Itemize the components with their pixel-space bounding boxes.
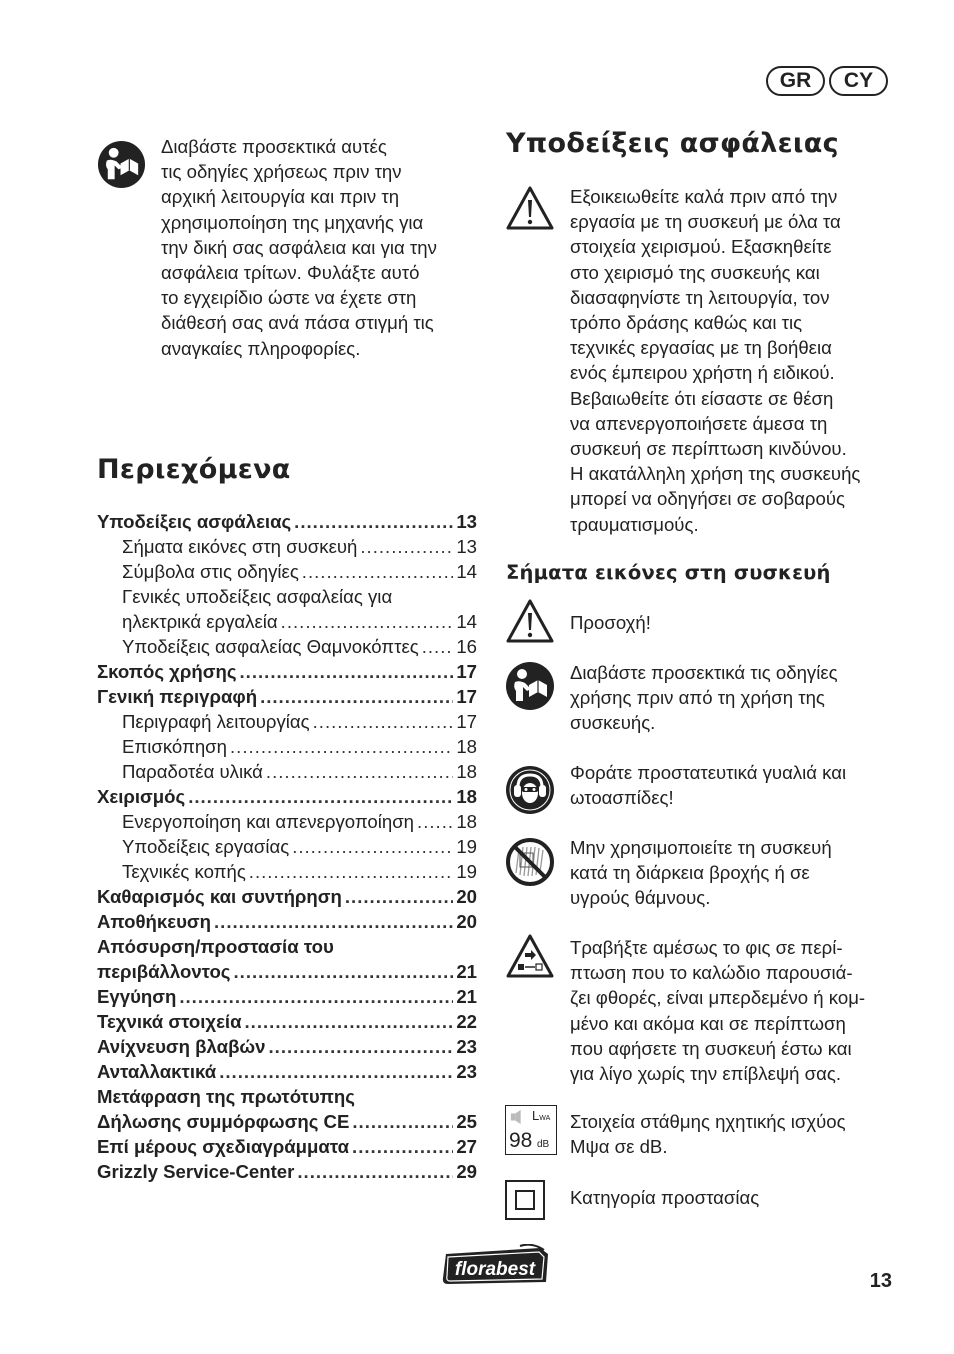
- toc-entry-page: 16: [456, 636, 477, 657]
- toc-leader-dots: [214, 909, 453, 934]
- toc-entry-page: 21: [456, 961, 477, 982]
- symbol-text-read-manual: Διαβάστε προσεκτικά τις οδηγίες χρήσης πριν από τη χρήση της συσκευής.: [570, 662, 838, 734]
- toc-entry-page: 19: [456, 861, 477, 882]
- toc-leader-dots: [268, 1034, 453, 1059]
- toc-leader-dots: [294, 509, 453, 534]
- toc-entry-title: περιβάλλοντος: [97, 961, 231, 982]
- unplug-warning-icon: [505, 933, 555, 979]
- toc-entry-title: Επί μέρους σχεδιαγράμματα: [97, 1136, 350, 1157]
- toc-leader-dots: [249, 859, 454, 884]
- svg-text:florabest: florabest: [454, 1259, 536, 1280]
- toc-entry-page: 20: [456, 886, 477, 907]
- florabest-logo: [440, 1244, 552, 1288]
- symbol-text-no-rain: Μην χρησιμοποιείτε τη συσκευή κατά τη διάρκεια βροχής ή σε υγρούς θάμνους.: [570, 837, 832, 909]
- toc-entry: [97, 509, 477, 534]
- toc-leader-dots: [302, 559, 454, 584]
- toc-leader-dots: [297, 1159, 453, 1184]
- toc-entry-page: 22: [456, 1011, 477, 1032]
- toc-entry: [97, 984, 477, 1009]
- toc-entry: [97, 659, 477, 684]
- toc-entry: [97, 584, 477, 609]
- toc-entry-title: Grizzly Service-Center: [97, 1161, 295, 1182]
- toc-entry-title: Υποδείξεις ασφάλειας: [97, 511, 292, 532]
- toc-entry-title: Γενικές υποδείξεις ασφαλείας για: [122, 586, 393, 607]
- symbol-text-sound-power: Στοιχεία στάθμης ηχητικής ισχύος Μψα σε dB.: [570, 1111, 846, 1158]
- toc-leader-dots: [260, 684, 453, 709]
- toc-entry-page: 25: [456, 1111, 477, 1132]
- lwa-label: LWA: [532, 1108, 551, 1123]
- toc-entry-title: Επισκόπηση: [122, 736, 227, 757]
- toc-leader-dots: [219, 1059, 453, 1084]
- toc-leader-dots: [292, 834, 453, 859]
- country-badge-cy: CY: [829, 66, 888, 96]
- toc-entry: [97, 1109, 477, 1134]
- toc-entry-title: Τεχνικά στοιχεία: [97, 1011, 242, 1032]
- toc-entry: [97, 634, 477, 659]
- toc-entry: [97, 709, 477, 734]
- toc-entry-page: 17: [456, 711, 477, 732]
- toc-entry: [97, 809, 477, 834]
- toc-leader-dots: [230, 734, 453, 759]
- toc-entry-page: 17: [456, 661, 477, 682]
- toc-entry: [97, 934, 477, 959]
- toc-entry-title: Σκοπός χρήσης: [97, 661, 237, 682]
- symbol-text-caution: Προσοχή!: [570, 612, 651, 633]
- toc-entry-title: Σήματα εικόνες στη συσκευή: [122, 536, 358, 557]
- toc-entry: [97, 784, 477, 809]
- toc-entry-title: Υποδείξεις ασφαλείας Θαμνοκόπτες: [122, 636, 419, 657]
- symbol-text-unplug: Τραβήξτε αμέσως το φις σε περί- πτωση που το καλώδιο παρουσιά- ζει φθορές, είναι μπερδεμένο ή κομ- μένο και ακόμα και σε περίπτωση που αφήσετε τη συσκευή έστω και για λίγο χωρίς την επίβλεψή σας.: [570, 937, 866, 1085]
- toc-leader-dots: [188, 784, 453, 809]
- toc-leader-dots: [352, 1134, 453, 1159]
- toc-leader-dots: [281, 609, 454, 634]
- speaker-icon: [509, 1109, 527, 1125]
- country-badge-gr: GR: [766, 66, 825, 96]
- symbols-heading: Σήματα εικόνες στη συσκευή: [506, 561, 831, 584]
- toc-entry-title: Χειρισμός: [97, 786, 186, 807]
- toc-entry: [97, 1059, 477, 1084]
- intro-text: Διαβάστε προσεκτικά αυτές τις οδηγίες χρήσεως πριν την αρχική λειτουργία και πριν τη χρησιμοποίηση της μηχανής για την δική σας ασφάλεια και για την ασφάλεια τρίτων. Φυλάξτε αυτό το εγχειρίδιο ώστε να έχετε στη διάθεσή σας ανά πάσα στιγμή τις αναγκαίες πληροφορίες.: [161, 136, 437, 359]
- toc-entry: [97, 1034, 477, 1059]
- toc-leader-dots: [422, 634, 454, 659]
- florabest-logo-graphic: [440, 1244, 552, 1288]
- toc-entry: [97, 884, 477, 909]
- toc-entry-title: Εγγύηση: [97, 986, 177, 1007]
- toc-leader-dots: [345, 884, 453, 909]
- safety-heading: Υποδείξεις ασφάλειας: [506, 128, 839, 159]
- toc-entry: [97, 859, 477, 884]
- toc-leader-dots: [352, 1109, 453, 1134]
- toc-entry-title: Ανίχνευση βλαβών: [97, 1036, 266, 1057]
- toc-entry: [97, 959, 477, 984]
- page-number: 13: [869, 1270, 892, 1292]
- toc-entry: [97, 909, 477, 934]
- symbol-text-protection-class: Κατηγορία προστασίας: [570, 1187, 760, 1208]
- toc-entry-title: Ενεργοποίηση και απενεργοποίηση: [122, 811, 415, 832]
- toc-leader-dots: [360, 534, 453, 559]
- toc-entry-page: 18: [456, 761, 477, 782]
- toc-leader-dots: [417, 809, 453, 834]
- toc-entry-page: 18: [456, 811, 477, 832]
- toc-entry-title: Καθαρισμός και συντήρηση: [97, 886, 342, 907]
- toc-entry-page: 20: [456, 911, 477, 932]
- toc-entry: [97, 759, 477, 784]
- toc-entry-title: Ανταλλακτικά: [97, 1061, 217, 1082]
- toc-entry-title: Αποθήκευση: [97, 911, 212, 932]
- toc-leader-dots: [266, 759, 453, 784]
- toc-entry-page: 29: [456, 1161, 477, 1182]
- toc-entry-page: 27: [456, 1136, 477, 1157]
- toc-entry-title: Γενική περιγραφή: [97, 686, 258, 707]
- toc-heading: Περιεχόμενα: [97, 454, 291, 485]
- toc-entry-page: 14: [456, 611, 477, 632]
- toc-entry: [97, 1084, 477, 1109]
- protection-class-icon: [505, 1180, 545, 1220]
- toc-entry-title: Μετάφραση της πρωτότυπης: [97, 1086, 355, 1107]
- toc-entry: [97, 609, 477, 634]
- sound-unit: dB: [537, 1139, 550, 1150]
- table-of-contents: [97, 509, 477, 1184]
- toc-entry: [97, 734, 477, 759]
- toc-entry-page: 18: [456, 786, 477, 807]
- toc-entry-page: 18: [456, 736, 477, 757]
- toc-entry: [97, 1159, 477, 1184]
- toc-entry: [97, 1134, 477, 1159]
- toc-entry-page: 23: [456, 1036, 477, 1057]
- toc-entry-title: Απόσυρση/προστασία του: [97, 936, 334, 957]
- safety-text: Εξοικειωθείτε καλά πριν από την εργασία με τη συσκευή με όλα τα στοιχεία χειρισμού. Εξασκηθείτε στο χειρισμό της συσκευής και διασαφηνίστε τη λειτουργία, τον τρόπο δράσης καθώς και τις τεχνικές εργασίας με τη βοήθεια ενός έμπειρου χρήστη ή ειδικού. Βεβαιωθείτε ότι είσαστε σε θέση να απενεργοποιήσετε άμεσα τη συσκευή σε περίπτωση κινδύνου. Η ακατάλληλη χρήση της συσκευής μπορεί να οδηγήσει σε σοβαρούς τραυματισμούς.: [570, 186, 861, 535]
- warning-triangle-icon: [505, 598, 555, 644]
- warning-triangle-icon: [505, 185, 555, 231]
- toc-entry: [97, 834, 477, 859]
- toc-leader-dots: [240, 659, 454, 684]
- eye-ear-protection-icon: [505, 765, 555, 815]
- sound-value: 98: [509, 1129, 533, 1152]
- toc-entry-title: Παραδοτέα υλικά: [122, 761, 263, 782]
- toc-entry: [97, 559, 477, 584]
- toc-entry-title: Δήλωσης συμμόρφωσης CE: [97, 1111, 350, 1132]
- toc-entry-page: 19: [456, 836, 477, 857]
- symbol-text-protection-gear: Φοράτε προστατευτικά γυαλιά και ωτοασπίδες!: [570, 762, 847, 809]
- manual-reader-icon: [97, 140, 146, 189]
- toc-entry-page: 17: [456, 686, 477, 707]
- toc-entry-page: 21: [456, 986, 477, 1007]
- toc-entry-page: 13: [456, 536, 477, 557]
- manual-reader-icon: [505, 661, 555, 711]
- toc-entry-page: 13: [456, 511, 477, 532]
- toc-leader-dots: [233, 959, 453, 984]
- toc-entry: [97, 534, 477, 559]
- toc-entry-page: 23: [456, 1061, 477, 1082]
- toc-entry-title: Περιγραφή λειτουργίας: [122, 711, 310, 732]
- toc-entry-title: Υποδείξεις εργασίας: [122, 836, 290, 857]
- toc-leader-dots: [179, 984, 453, 1009]
- sound-power-icon: [505, 1105, 557, 1155]
- toc-entry-title: Τεχνικές κοπής: [122, 861, 246, 882]
- toc-leader-dots: [245, 1009, 454, 1034]
- toc-entry-page: 14: [456, 561, 477, 582]
- no-rain-icon: [505, 837, 555, 887]
- toc-entry: [97, 1009, 477, 1034]
- toc-entry-title: Σύμβολα στις οδηγίες: [122, 561, 299, 582]
- toc-entry: [97, 684, 477, 709]
- toc-leader-dots: [313, 709, 454, 734]
- toc-entry-title: ηλεκτρικά εργαλεία: [122, 611, 278, 632]
